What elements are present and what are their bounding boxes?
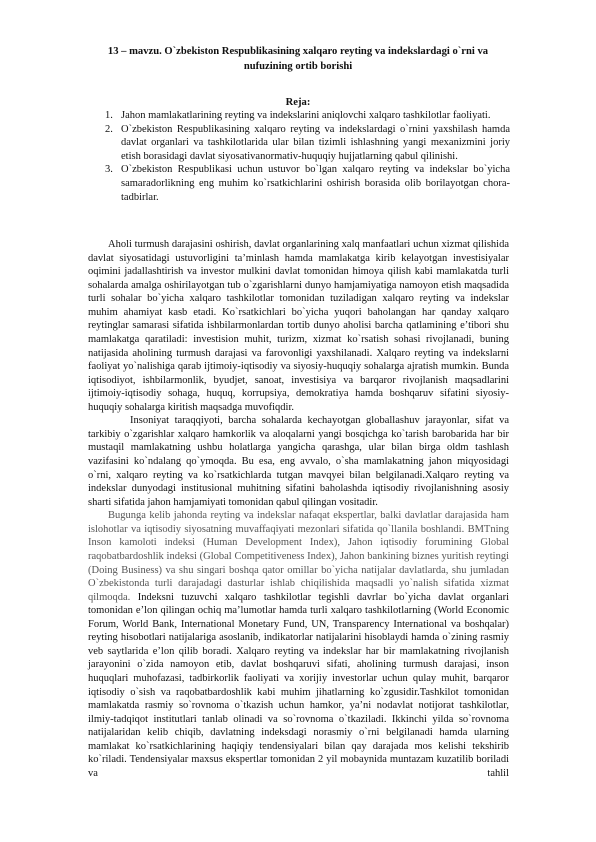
plan-item-text: Jahon mamlakatlarining reyting va indekslarini aniqlovchi xalqaro tashkilotlar faoliyati. [121,110,491,121]
document-title: 13 – mavzu. O`zbekiston Respublikasining xalqaro reyting va indekslardagi o`rni va nufuzining ortib borishi [107,46,489,72]
plan-heading: Reja: [285,97,311,108]
paragraph-3 [88,509,509,780]
plan-item [105,123,510,164]
body-text [88,238,509,781]
plan-item-number: 1. [105,110,113,121]
paragraph-3-text: Indeksni tuzuvchi xalqaro tashkilotlar tegishli davrlar bo`yicha davlat organlari tomonidan e’lon qilingan ochiq ma’lumotlar hamda turli xalqaro tashkilotlarning (World Economic Forum, World Bank, International Monetary Fund, UN, Transparency International va boshqalar) reyting hisobotlari natijalariga asoslanib, indikatorlar natijalarini hisoblaydi hamda o`zining rasmiy veb saytlarida e’lon qilib boradi. Xalqaro reyting va indekslar har bir mamlakatning rivojlanish jarayonini o`zida namoyon etib, davlat boshqaruvi sifati, aholining turmush darajasi, inson huquqlari muhofazasi, tadbirkorlik faoliyati va xorijiy investorlar uchun qulay muhit, barqaror iqtisodiy o`sish va raqobatbardoshlik kabi muhim jihatlarning ko`zgusidir.Tashkilot tomonidan mamlakatda rasmiy so`rovnoma o`tkazish uchun hamkor, ya’ni nodavlat notijorat tashkilotlar, ilmiy-tadqiqot institutlari tanlab olinadi va so`rovnoma o`tkaziladi. Ikkinchi yilda so`rovnoma natijalaridan kelib chiqib, davlatning indeksdagi norasmiy o`rni belgilanadi hamda ularning mamlakat ko`rsatkichlarining haqiqiy tendensiyalari bilan qay darajada mos kelishi tekshirib ko`riladi. Tendensiyalar maxsus ekspertlar tomonidan 2 yil mobaynida muntazam kuzatilib boriladi va tahlil [88,591,509,779]
plan-item [105,163,510,204]
plan-item-text: O`zbekiston Respublikasining xalqaro reyting va indekslardagi o`rnini yaxshilash hamda davlat organlari va tashkilotlarida ular bilan tizimli ishlashning yangi mexanizmini joriy etish borasidagi davlat siyosativanormativ-huquqiy hujjatlarning qabul qilinishi. [121,123,510,162]
plan-item [105,109,510,123]
paragraph-2: Insoniyat taraqqiyoti, barcha sohalarda kechayotgan globallashuv jarayonlar, sifat va tarkibiy o`zgarishlar xalqaro hamkorlik va aloqalarni yangi bosqichga ko`tarish barobarida har bir mustaqil mamlakatning ushbu holatlarga yangicha qarashga, ular bilan birga oldm tashlash vazifasini ko`ndalang qo`ymoqda. Bu esa, eng avvalo, o`sha mamlakatning jahon miqyosidagi o`rni, xalqaro reyting va ko`rsatkichlarda tutgan mavqyei bilan belgilanadi.Xalqaro reyting va indekslar dunyodagi institusional muhitning sifatini baholashda iqtisodiy rivojlanishning asosiy sharti sifatida jahon hamjamiyati tomonidan qabul qilingan vositadir. [88,415,509,508]
plan-item-number: 3. [105,164,113,176]
plan-item-number: 2. [105,123,113,135]
paragraph-3-gray-text: Bugunga kelib jahonda reyting va indekslar nafaqat ekspertlar, balki davlatlar darajasida ham islohotlar va iqtisodiy siyosatning muvaffaqiyati mezonlari sifatida qo`llanila boshlandi. BMTning Inson kamoloti indeksi (Human Development Index), Jahon iqtisodiy forumining Global raqobatbardoshlik indeksi (Global Competitiveness Index), Jahon bankining biznes yuritish reytingi (Doing Business) va shu singari boshqa qator omillar bo`yicha natijalar davlatlarda, shu jumladan O`zbekistonda turli darajadagi dasturlar ishlab chiqilishida maqsadli yo`nalish sifatida xizmat qilmoqda. [88,510,509,603]
plan-list [105,109,510,204]
paragraph-1: Aholi turmush darajasini oshirish, davlat organlarining xalq manfaatlari uchun xizmat qilishida davlat siyosatidagi ustuvorligini ta’minlash hamda mamlakatga kirib kelayotgan investisiyalar oqimini jadallashtirish va investor mulkini davlat tomonidan himoya qilish kabi mamlakatda turli sohalarda amalga oshirilayotgan tub o`zgarishlarni dunyo hamjamiyatiga namoyon etish maqsadida turli sohalar bo`yicha xalqaro tashkilotlar tomonidan tuziladigan xalqaro reyting va indekslar muhim ahamiyat kasb etadi. Ko`rsatkichlari bo`yicha yuqori baholangan har qanday xalqaro reytinglar samarasi sifatida ishbilarmonlardan tortib dunyo aholisi barcha qatlamining e’tibori shu mamlakatga qaratiladi: investision muhit, turizm, xizmat ko`rsatish sohasi rivojlanadi, buning natijasida aholining turmush darajasi va farovonligi yaxshilanadi. Xalqaro reyting va indekslarni faoliyat yo`nalishiga qarab ijtimoiy-iqtisodiy va siyosiy-huquqiy sohalarga ajratish mumkin. Bunda iqtisodiyot, ishbilarmonlik, byudjet, sanoat, investisiya va barqaror rivojlanish maqsadlarini ijtimoiy-iqtisodiy sohaga, huquq, korrupsiya, demokratiya hamda boshqaruv sifatini siyosiy-huquqiy sohalarga kiritish maqsadga muvofiqdir. [88,239,509,413]
plan-item-text: O`zbekiston Respublikasi uchun ustuvor bo`lgan xalqaro reyting va indekslar bo`yicha samaradorlikning eng muhim ko`rsatkichlarini oshirish borasida olib borilayotgan chora-tadbirlar. [121,164,510,203]
